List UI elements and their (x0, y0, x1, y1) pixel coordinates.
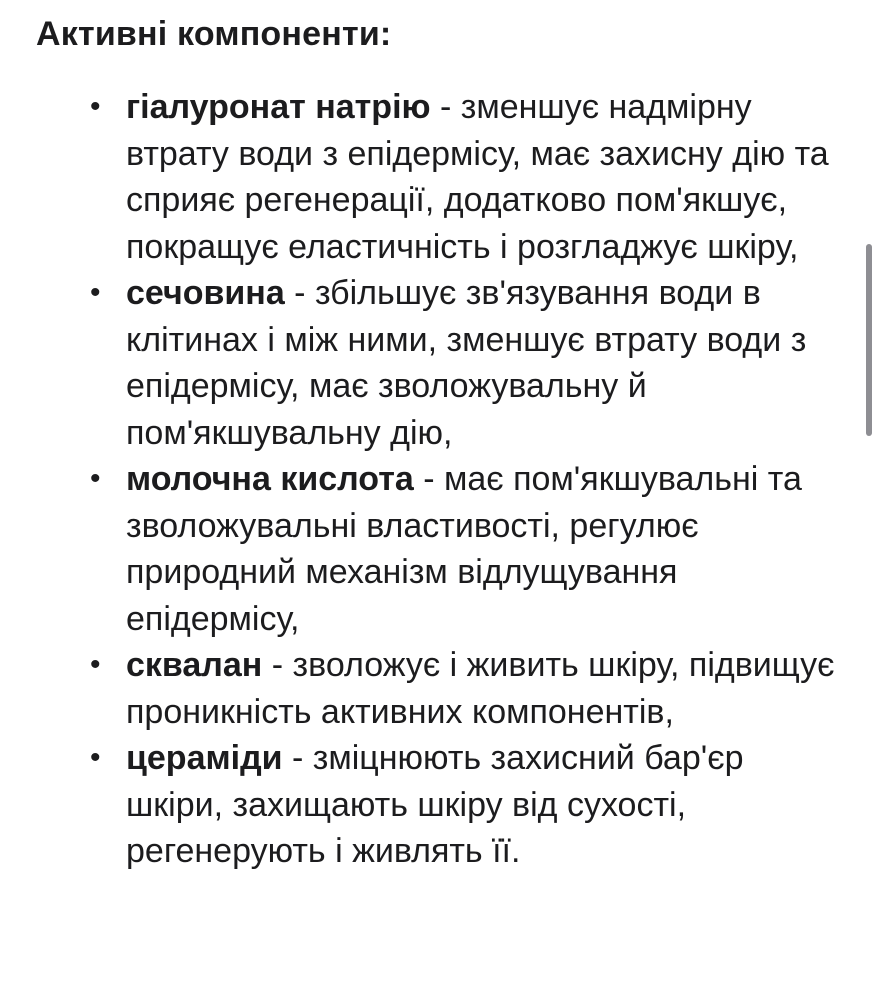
ingredient-description: - має пом'якшувальні та зволожувальні властивості, регулює природний механізм відлущування епідермісу, (126, 460, 802, 638)
ingredient-description: - зволожує і живить шкіру, підвищує проникність активних компонентів, (126, 646, 835, 731)
list-item (0, 84, 850, 270)
list-item (0, 270, 850, 456)
ingredient-name: молочна кислота (126, 460, 414, 498)
ingredient-name: сечовина (126, 274, 285, 312)
ingredient-list (0, 84, 850, 875)
page-title: Активні компоненти: (36, 15, 392, 53)
ingredient-name: сквалан (126, 646, 263, 684)
list-item (0, 735, 850, 875)
bullet-icon: • (90, 648, 101, 681)
bullet-icon: • (90, 741, 101, 774)
list-item (0, 456, 850, 642)
bullet-icon: • (90, 90, 101, 123)
ingredient-name: гіалуронат натрію (126, 88, 431, 126)
ingredient-description: - зменшує надмірну втрату води з епідермісу, має захисну дію та сприяє регенерації, додатково пом'якшує, покращує еластичність і розгладжує шкіру, (126, 88, 829, 266)
list-item (0, 642, 850, 735)
ingredient-description: - зміцнюють захисний бар'єр шкіри, захищають шкіру від сухості, регенерують і живлять її. (126, 739, 744, 870)
bullet-icon: • (90, 462, 101, 495)
ingredient-description: - збільшує зв'язування води в клітинах і між ними, зменшує втрату води з епідермісу, має зволожувальну й пом'якшувальну дію, (126, 274, 807, 452)
vertical-scrollbar[interactable] (866, 244, 872, 436)
ingredient-name: цераміди (126, 739, 283, 777)
bullet-icon: • (90, 276, 101, 309)
